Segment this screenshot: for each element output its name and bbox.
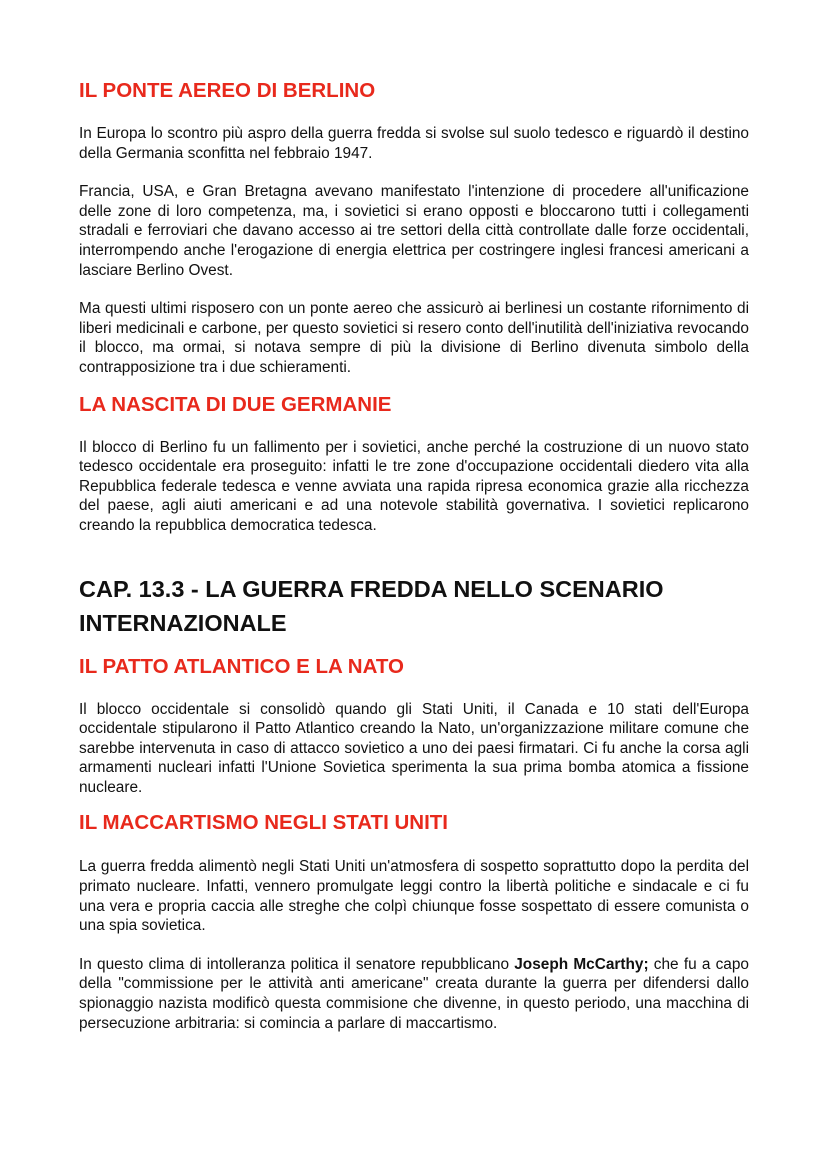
paragraph [79,955,749,1033]
paragraph-text: In questo clima di intolleranza politica il senatore repubblicano [79,955,515,973]
paragraph: Ma questi ultimi risposero con un ponte aereo che assicurò ai berlinesi un costante rifornimento di liberi medicinali e carbone, per questo sovietici si resero conto dell'inutilità dell'iniziativa revocando il blocco, ma ormai, si notava sempre di più la divisione di Berlino divenuta simbolo della contrapposizione tra i due schieramenti. [79,300,749,376]
paragraph: La guerra fredda alimentò negli Stati Uniti un'atmosfera di sospetto soprattutto dopo la perdita del primato nucleare. Infatti, vennero promulgate leggi contro la libertà politiche e sindacale e ci fu una vera e propria caccia alle streghe che colpì chiunque fosse sospettato di essere comunista o una spia sovietica. [79,858,749,935]
section-heading-atlantic-pact: IL PATTO ATLANTICO E LA NATO [79,654,404,678]
section-heading-two-germanies: LA NASCITA DI DUE GERMANIE [79,392,392,416]
chapter-heading: CAP. 13.3 - LA GUERRA FREDDA NELLO SCENARIO INTERNAZIONALE [79,575,664,636]
paragraph: Il blocco di Berlino fu un fallimento per i sovietici, anche perché la costruzione di un nuovo stato tedesco occidentale era proseguito: infatti le tre zone d'occupazione occidentali diedero vita alla Repubblica federale tedesca e venne avviata una rapida ripresa economica grazie alla ricchezza del paese, agli aiuti americani e ad una notevole stabilità governativa. I sovietici replicarono creando la repubblica democratica tedesca. [79,438,749,534]
section-heading-berlin-airlift: IL PONTE AEREO DI BERLINO [79,79,376,102]
paragraph: In Europa lo scontro più aspro della guerra fredda si svolse sul suolo tedesco e riguardò il destino della Germania sconfitta nel febbraio 1947. [79,125,749,162]
paragraph: Il blocco occidentale si consolidò quando gli Stati Uniti, il Canada e 10 stati dell'Europa occidentale stipularono il Patto Atlantico creando la Nato, un'organizzazione militare comune che sarebbe intervenuta in caso di attacco sovietico a uno dei paesi firmatari. Ci fu anche la corsa agli armamenti nucleari infatti l'Unione Sovietica sperimenta la sua prima bomba atomica a fissione nucleare. [79,700,749,796]
paragraph-text: che fu a capo della "commissione per le attività anti americane" creata durante la guerra per difendersi dallo spionaggio nazista modificò questa commisione che divenne, in questo periodo, una macchina di persecuzione arbitraria: si comincia a parlare di maccartismo. [79,955,749,1032]
section-heading-mccarthyism: IL MACCARTISMO NEGLI STATI UNITI [79,811,448,835]
paragraph: Francia, USA, e Gran Bretagna avevano manifestato l'intenzione di procedere all'unificazione delle zone di loro competenza, ma, i sovietici si erano opposti e bloccarono tutti i collegamenti stradali e ferroviari che davano accesso ai tre settori della città controllate dalle forze occidentali, interrompendo anche l'erogazione di energia elettrica per costringere inglesi francesi americani a lasciare Berlino Ovest. [79,183,749,279]
bold-name: Joseph McCarthy; [514,955,649,973]
